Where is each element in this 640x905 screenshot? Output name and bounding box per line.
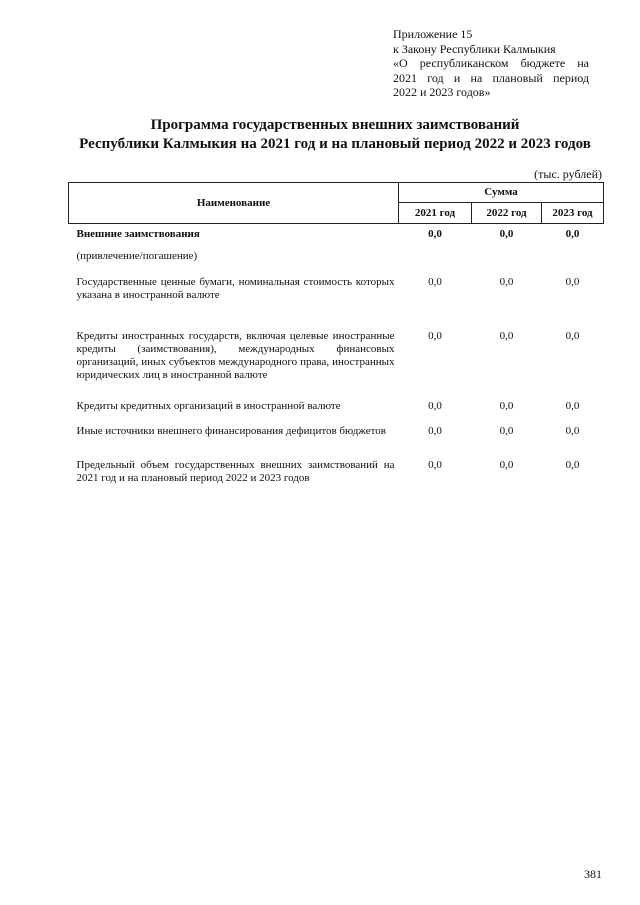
row-name: Внешние заимствования xyxy=(76,228,200,240)
table-row xyxy=(69,272,604,328)
value-2023: 0,0 xyxy=(565,228,580,240)
units-label: (тыс. рублей) xyxy=(534,167,602,181)
row-name: (привлечение/погашение) xyxy=(76,250,198,262)
value-2023: 0,0 xyxy=(565,330,580,342)
value-2023: 0,0 xyxy=(565,459,580,471)
value-2023: 0,0 xyxy=(565,400,580,412)
value-2022: 0,0 xyxy=(499,425,514,437)
column-header-sum: Сумма xyxy=(399,183,604,203)
value-2021 xyxy=(399,246,472,272)
value-2022: 0,0 xyxy=(499,228,514,240)
row-name: Иные источники внешнего финансирования дефицитов бюджетов xyxy=(76,425,386,437)
row-name: Кредиты кредитных организаций в иностранной валюте xyxy=(76,400,341,412)
value-2022 xyxy=(472,246,542,272)
appendix-line-3: «О республиканском бюджете на xyxy=(393,56,589,71)
value-2021: 0,0 xyxy=(428,330,442,342)
row-name: Государственные ценные бумаги, номинальная стоимость которых указана в иностранной валюте xyxy=(76,276,395,301)
value-2021: 0,0 xyxy=(428,400,442,412)
table-row xyxy=(69,398,604,423)
column-header-2023: 2023 год xyxy=(542,203,604,224)
table-row xyxy=(69,246,604,272)
page-number: 381 xyxy=(584,867,602,881)
appendix-line-1: Приложение 15 xyxy=(393,27,473,41)
row-name: Кредиты иностранных государств, включая целевые иностранные кредиты (заимствования), международных финансовых организаций, иных субъектов международного права, иностранных юридических лиц в иностранной валюте xyxy=(76,330,395,381)
table-row xyxy=(69,224,604,247)
appendix-line-4: 2021 год и на плановый период xyxy=(393,70,589,85)
value-2021: 0,0 xyxy=(428,228,442,240)
column-header-2022: 2022 год xyxy=(472,203,542,224)
appendix-line-2: к Закону Республики Калмыкия xyxy=(393,41,556,56)
column-header-name: Наименование xyxy=(69,183,399,224)
row-name: Предельный объем государственных внешних заимствований на 2021 год и на плановый период 2022 и 2023 годов xyxy=(76,459,395,484)
borrowing-table xyxy=(68,182,604,489)
value-2021: 0,0 xyxy=(428,459,442,471)
value-2022: 0,0 xyxy=(499,400,514,412)
value-2023 xyxy=(542,246,604,272)
title-line-2: Республики Калмыкия на 2021 год и на плановый период 2022 и 2023 годов xyxy=(79,136,591,152)
value-2021: 0,0 xyxy=(428,425,442,437)
value-2022: 0,0 xyxy=(499,276,514,288)
document-title xyxy=(50,116,620,154)
value-2021: 0,0 xyxy=(428,276,442,288)
table-row xyxy=(69,423,604,457)
value-2023: 0,0 xyxy=(565,276,580,288)
appendix-header xyxy=(393,27,589,100)
value-2022: 0,0 xyxy=(499,330,514,342)
appendix-line-5: 2022 и 2023 годов» xyxy=(393,85,491,100)
value-2023: 0,0 xyxy=(565,425,580,437)
value-2022: 0,0 xyxy=(499,459,514,471)
column-header-2021: 2021 год xyxy=(399,203,472,224)
table-row xyxy=(69,457,604,489)
table-row xyxy=(69,328,604,398)
title-line-1: Программа государственных внешних заимствований xyxy=(150,117,520,133)
